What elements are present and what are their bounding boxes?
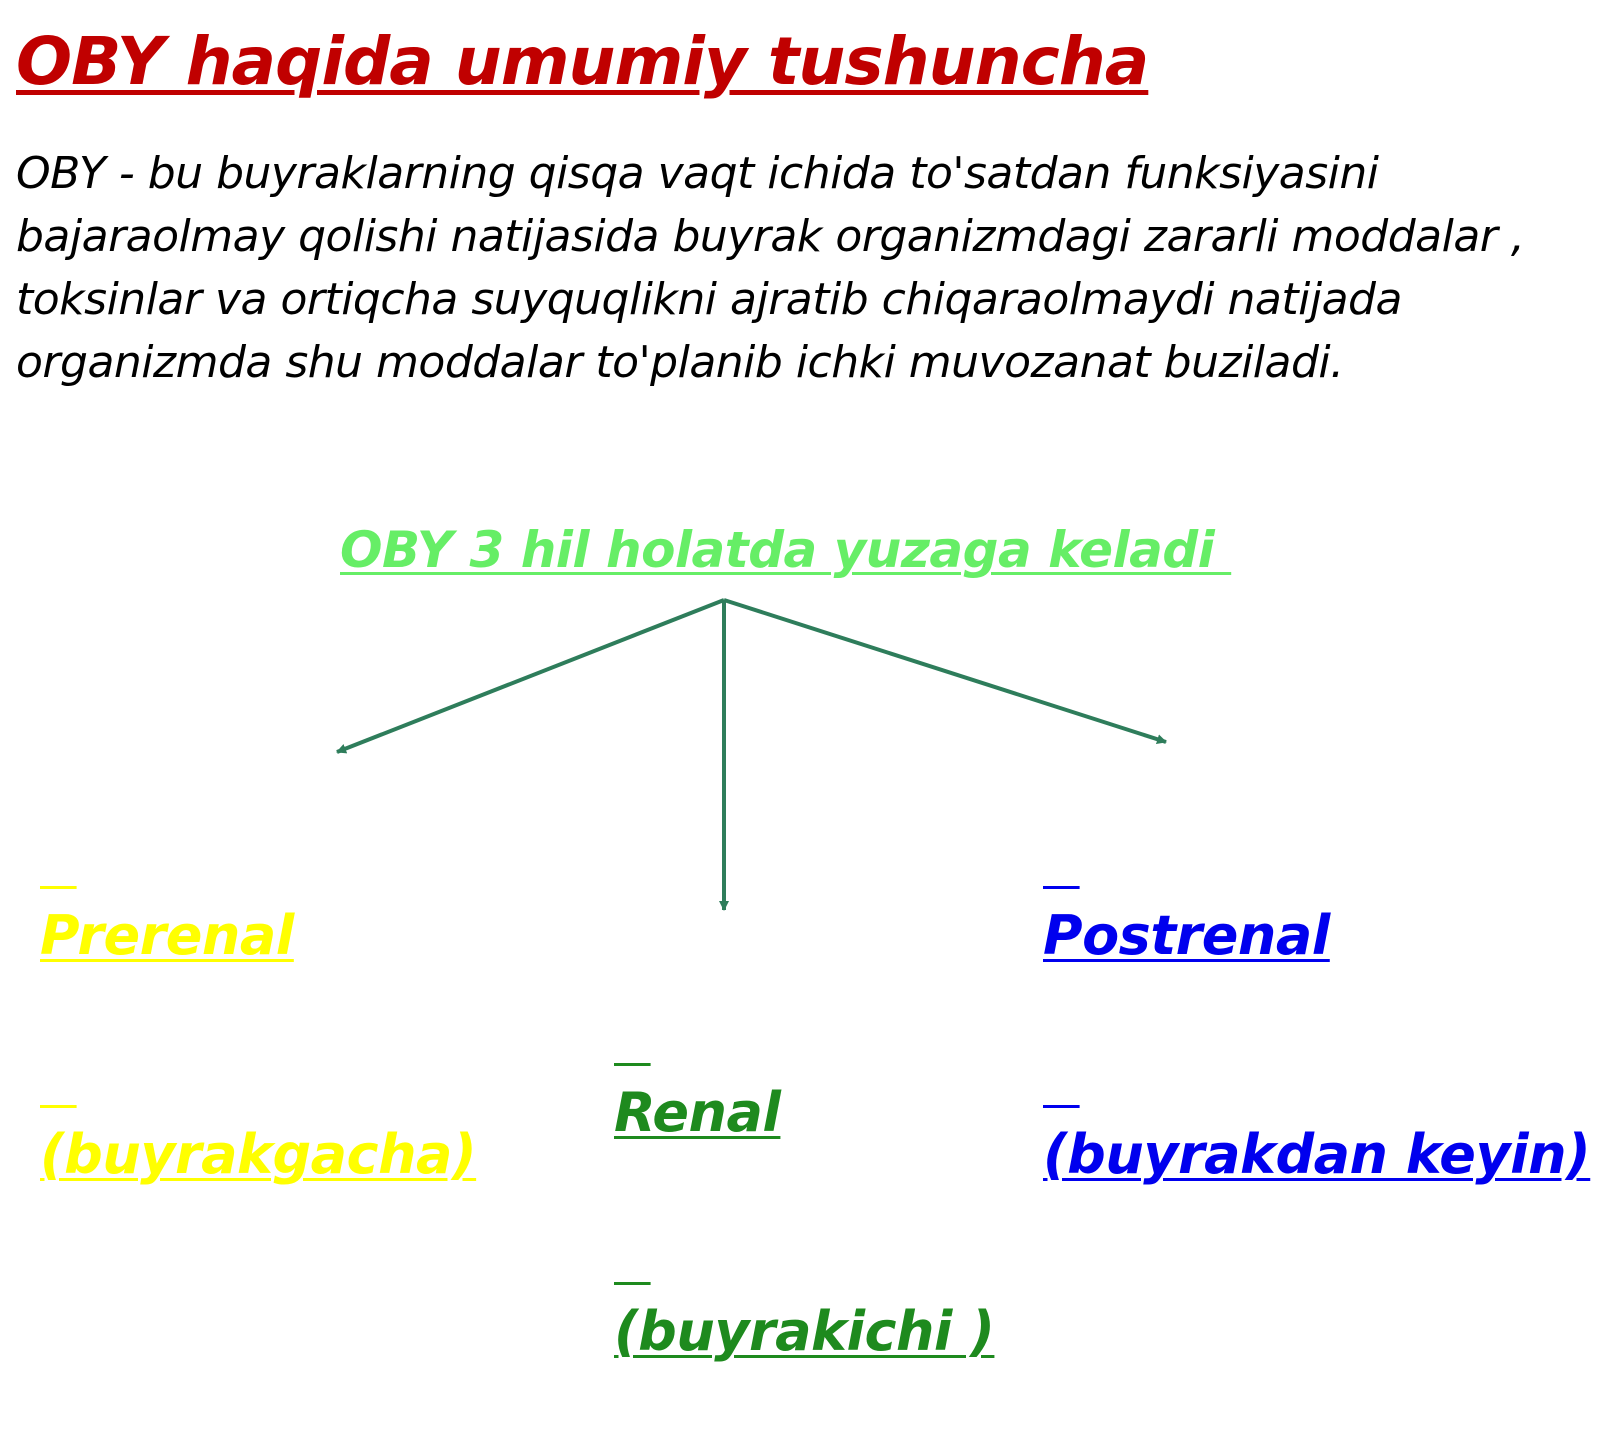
node-postrenal <box>1043 753 1590 1264</box>
prerenal-detail: (buyrakgacha) <box>40 1123 477 1186</box>
node-prerenal <box>40 753 476 1264</box>
diagram-heading: OBY 3 hil holatda yuzaga keladi <box>340 521 1232 579</box>
prerenal-name: Prerenal <box>40 904 294 967</box>
arrow-to-prerenal <box>337 600 724 752</box>
renal-name: Renal <box>614 1081 781 1144</box>
postrenal-detail: (buyrakdan keyin) <box>1043 1123 1591 1186</box>
arrow-to-postrenal <box>724 600 1166 742</box>
renal-detail: (buyrakichi ) <box>614 1300 995 1363</box>
postrenal-name: Postrenal <box>1043 904 1330 967</box>
intro-paragraph: OBY - bu buyraklarning qisqa vaqt ichida to'satdan funksiyasini bajaraolmay qolishi natijasida buyrak organizmdagi zararli moddalar , toksinlar va ortiqcha suyquqlikni ajratib chiqaraolmaydi natijada organizmda shu moddalar to'planib ichki muvozanat buziladi. <box>16 148 1525 388</box>
slide-title: OBY haqida umumiy tushuncha <box>16 23 1149 100</box>
node-renal <box>614 930 994 1441</box>
